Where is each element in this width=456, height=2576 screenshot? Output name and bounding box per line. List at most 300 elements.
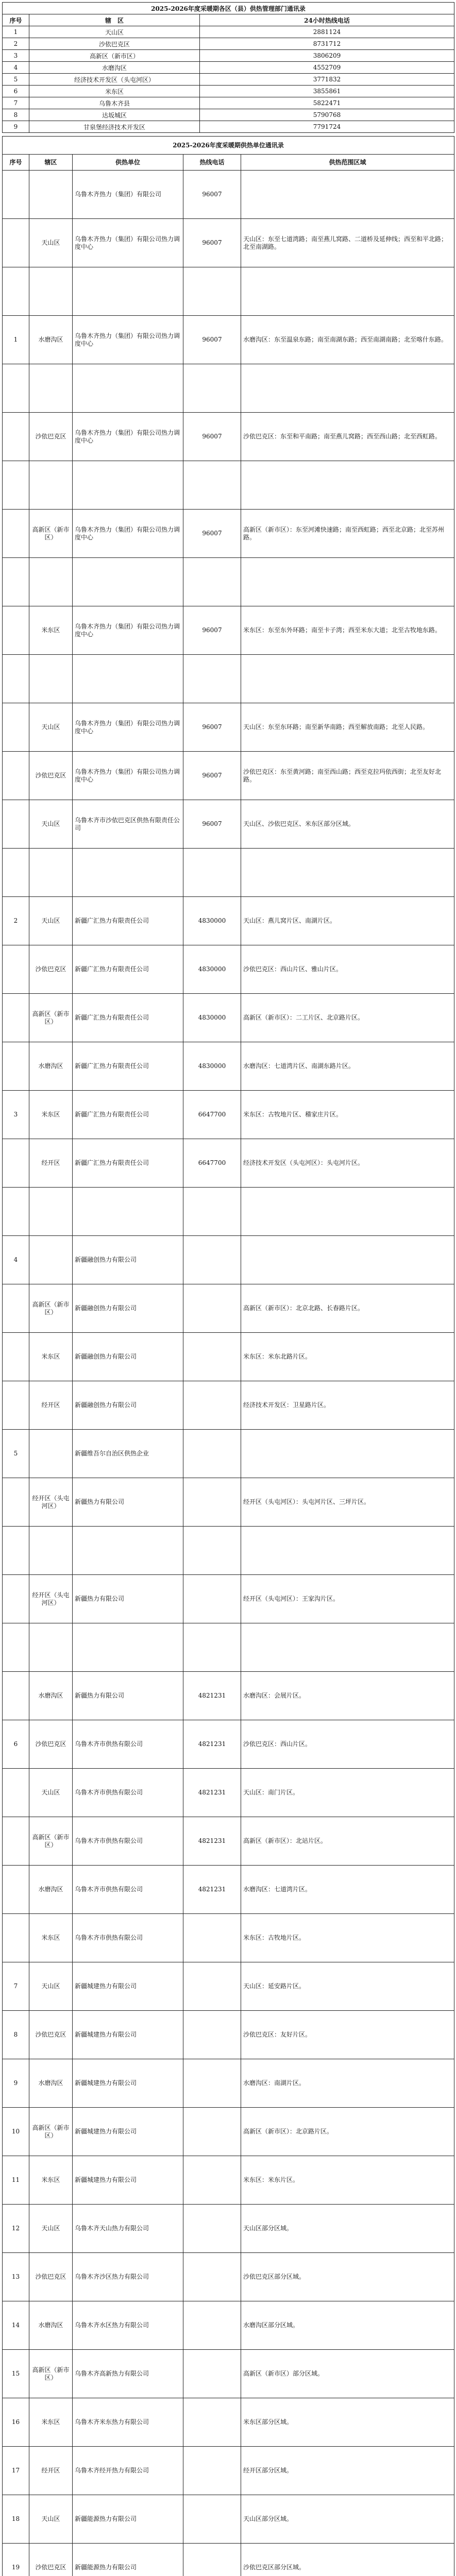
- cell-district: 水磨沟区: [29, 62, 200, 74]
- cell-area: [241, 461, 454, 510]
- cell-area: 沙依巴克区部分区域。: [241, 2253, 454, 2301]
- table-row: [3, 994, 454, 1042]
- cell-phone: 4821231: [183, 1866, 241, 1914]
- cell-unit: 乌鲁木齐高新热力有限公司: [73, 2350, 183, 2398]
- cell-no: [3, 1139, 29, 1188]
- table-row: [3, 2447, 454, 2495]
- table-row: [3, 1284, 454, 1333]
- cell-unit: 新疆维吾尔自治区供热企业: [73, 1430, 183, 1478]
- cell-district: 沙依巴克区: [29, 2544, 73, 2576]
- cell-district: 沙依巴克区: [29, 752, 73, 800]
- table-row: [3, 1672, 454, 1720]
- cell-district: 经开区: [29, 1139, 73, 1188]
- cell-phone: 96007: [183, 752, 241, 800]
- cell-area: [241, 171, 454, 219]
- table2-header-phone: 热线电话: [183, 155, 241, 171]
- cell-area: 米东区：米东北路片区。: [241, 1333, 454, 1381]
- table-row: [3, 606, 454, 655]
- table-row: [3, 2350, 454, 2398]
- table-row: [3, 62, 454, 74]
- table2-header-area: 供热范围区域: [241, 155, 454, 171]
- cell-area: 水磨沟区：东至温泉东路；南至南湖东路；西至南湖南路；北至喀什东路。: [241, 316, 454, 364]
- cell-unit: 新疆广汇热力有限责任公司: [73, 1091, 183, 1139]
- cell-unit: 新疆广汇热力有限责任公司: [73, 897, 183, 945]
- table-row: [3, 2059, 454, 2108]
- cell-district: 沙依巴克区: [29, 38, 200, 50]
- cell-unit: 新疆城建热力有限公司: [73, 2059, 183, 2108]
- cell-unit: 乌鲁木齐沙区热力有限公司: [73, 2253, 183, 2301]
- cell-unit: 乌鲁木齐市供热有限公司: [73, 1866, 183, 1914]
- cell-unit: 新疆广汇热力有限责任公司: [73, 1139, 183, 1188]
- table-district-contacts: [2, 2, 454, 133]
- table-row: [3, 74, 454, 86]
- table-row: [3, 1188, 454, 1236]
- cell-phone: [183, 2544, 241, 2576]
- cell-unit: 乌鲁木齐热力（集团）有限公司热力调度中心: [73, 752, 183, 800]
- cell-no: [3, 945, 29, 994]
- cell-district: 甘泉堡经济技术开发区: [29, 121, 200, 133]
- cell-area: [241, 1623, 454, 1672]
- cell-district: 米东区: [29, 1091, 73, 1139]
- cell-phone: 4830000: [183, 897, 241, 945]
- cell-district: 达坂城区: [29, 109, 200, 121]
- cell-district: 高新区（新市区）: [29, 510, 73, 558]
- cell-unit: [73, 1623, 183, 1672]
- table1-header-no: 序号: [3, 14, 29, 26]
- table-row: [3, 364, 454, 413]
- cell-phone: [183, 364, 241, 413]
- cell-no: 4: [3, 1236, 29, 1284]
- cell-district: 沙依巴克区: [29, 945, 73, 994]
- cell-area: 高新区（新市区）：东至河滩快速路；南至西虹路；西至北京路；北至苏州路。: [241, 510, 454, 558]
- cell-phone: 4552709: [200, 62, 454, 74]
- cell-phone: [183, 558, 241, 606]
- cell-area: 沙依巴克区：西山片区。: [241, 1720, 454, 1769]
- cell-unit: 新疆广汇热力有限责任公司: [73, 1042, 183, 1091]
- cell-district: 高新区（新市区）: [29, 994, 73, 1042]
- cell-no: 1: [3, 26, 29, 38]
- cell-district: [29, 1236, 73, 1284]
- cell-unit: 乌鲁木齐市沙依巴克区供热有限责任公司: [73, 800, 183, 849]
- cell-no: 5: [3, 74, 29, 86]
- cell-area: 沙依巴克区：友好片区。: [241, 2011, 454, 2059]
- cell-area: [241, 1430, 454, 1478]
- cell-area: 水磨沟区：七道湾片区。: [241, 1866, 454, 1914]
- cell-unit: 新疆广汇热力有限责任公司: [73, 994, 183, 1042]
- cell-unit: [73, 364, 183, 413]
- cell-area: 水磨沟区：会展片区。: [241, 1672, 454, 1720]
- cell-no: 3: [3, 1091, 29, 1139]
- table-row: [3, 1720, 454, 1769]
- cell-no: [3, 1817, 29, 1866]
- cell-phone: 4830000: [183, 1042, 241, 1091]
- cell-no: [3, 1333, 29, 1381]
- cell-unit: 新疆热力有限公司: [73, 1672, 183, 1720]
- cell-phone: [183, 267, 241, 316]
- cell-no: 5: [3, 1430, 29, 1478]
- table-row: [3, 1866, 454, 1914]
- cell-phone: [183, 1478, 241, 1527]
- table-row: [3, 121, 454, 133]
- cell-phone: [183, 655, 241, 703]
- cell-unit: 乌鲁木齐热力（集团）有限公司热力调度中心: [73, 703, 183, 752]
- cell-area: [241, 1188, 454, 1236]
- cell-area: 天山区部分区域。: [241, 2495, 454, 2544]
- table-row: [3, 461, 454, 510]
- cell-district: [29, 1188, 73, 1236]
- cell-unit: 新疆热力有限公司: [73, 1575, 183, 1623]
- cell-area: [241, 364, 454, 413]
- cell-phone: [183, 1236, 241, 1284]
- cell-district: 米东区: [29, 606, 73, 655]
- cell-no: [3, 849, 29, 897]
- cell-no: [3, 1575, 29, 1623]
- table-row: [3, 510, 454, 558]
- cell-district: 天山区: [29, 897, 73, 945]
- cell-phone: [183, 1527, 241, 1575]
- cell-phone: 4830000: [183, 994, 241, 1042]
- cell-no: [3, 703, 29, 752]
- cell-unit: 乌鲁木齐市供热有限公司: [73, 1720, 183, 1769]
- cell-district: 经开区: [29, 1381, 73, 1430]
- cell-phone: [183, 1333, 241, 1381]
- cell-district: 高新区（新市区）: [29, 1284, 73, 1333]
- table-row: [3, 2398, 454, 2447]
- cell-unit: 新疆城建热力有限公司: [73, 1962, 183, 2011]
- cell-unit: 新疆热力有限公司: [73, 1478, 183, 1527]
- cell-district: 高新区（新市区）: [29, 2108, 73, 2156]
- cell-unit: 乌鲁木齐天山热力有限公司: [73, 2205, 183, 2253]
- cell-district: 水磨沟区: [29, 2301, 73, 2350]
- cell-unit: 乌鲁木齐市供热有限公司: [73, 1914, 183, 1962]
- cell-phone: [183, 1284, 241, 1333]
- cell-district: 天山区: [29, 800, 73, 849]
- cell-phone: 2881124: [200, 26, 454, 38]
- cell-no: 18: [3, 2495, 29, 2544]
- cell-area: 米东区：古牧地片区。: [241, 1914, 454, 1962]
- cell-no: [3, 994, 29, 1042]
- cell-area: [241, 558, 454, 606]
- cell-phone: 96007: [183, 413, 241, 461]
- table-row: [3, 97, 454, 109]
- cell-unit: 新疆融创热力有限公司: [73, 1236, 183, 1284]
- cell-no: 7: [3, 1962, 29, 2011]
- cell-district: 经济技术开发区（头屯河区）: [29, 74, 200, 86]
- cell-unit: [73, 267, 183, 316]
- cell-phone: 96007: [183, 316, 241, 364]
- cell-area: 沙依巴克区部分区域。: [241, 2544, 454, 2576]
- cell-phone: 5822471: [200, 97, 454, 109]
- table-row: [3, 26, 454, 38]
- cell-unit: 新疆能源热力有限公司: [73, 2544, 183, 2576]
- table-row: [3, 1333, 454, 1381]
- cell-no: 19: [3, 2544, 29, 2576]
- table-row: [3, 1769, 454, 1817]
- table-row: [3, 1236, 454, 1284]
- table-row: [3, 1962, 454, 2011]
- cell-unit: 乌鲁木齐热力（集团）有限公司热力调度中心: [73, 219, 183, 267]
- table2-header-unit: 供热单位: [73, 155, 183, 171]
- cell-phone: [183, 1430, 241, 1478]
- table-row: [3, 800, 454, 849]
- cell-district: 水磨沟区: [29, 316, 73, 364]
- table2-header-no: 序号: [3, 155, 29, 171]
- table-row: [3, 86, 454, 97]
- cell-district: 经开区: [29, 2447, 73, 2495]
- cell-unit: 新疆城建热力有限公司: [73, 2156, 183, 2205]
- cell-no: [3, 752, 29, 800]
- cell-no: [3, 1866, 29, 1914]
- table-row: [3, 1623, 454, 1672]
- cell-unit: 新疆融创热力有限公司: [73, 1284, 183, 1333]
- cell-area: 经济技术开发区：卫星路片区。: [241, 1381, 454, 1430]
- cell-phone: 4830000: [183, 945, 241, 994]
- table-row: [3, 1478, 454, 1527]
- cell-phone: 96007: [183, 171, 241, 219]
- cell-phone: 96007: [183, 510, 241, 558]
- cell-unit: 新疆城建热力有限公司: [73, 2108, 183, 2156]
- cell-district: 天山区: [29, 2205, 73, 2253]
- cell-area: 高新区（新市区）：北京路片区。: [241, 2108, 454, 2156]
- cell-area: 经开区部分区域。: [241, 2447, 454, 2495]
- cell-district: 米东区: [29, 2156, 73, 2205]
- cell-district: [29, 1527, 73, 1575]
- cell-area: 高新区（新市区）：北站片区。: [241, 1817, 454, 1866]
- table-row: [3, 1575, 454, 1623]
- table-row: [3, 219, 454, 267]
- cell-no: 12: [3, 2205, 29, 2253]
- table-row: [3, 1914, 454, 1962]
- cell-phone: 4821231: [183, 1672, 241, 1720]
- cell-unit: 新疆融创热力有限公司: [73, 1381, 183, 1430]
- cell-area: 经开区（头屯河区）：王家沟片区。: [241, 1575, 454, 1623]
- cell-unit: [73, 1188, 183, 1236]
- cell-no: 9: [3, 121, 29, 133]
- cell-no: 11: [3, 2156, 29, 2205]
- cell-area: 天山区：南门片区。: [241, 1769, 454, 1817]
- cell-district: 水磨沟区: [29, 1866, 73, 1914]
- cell-district: [29, 267, 73, 316]
- cell-no: [3, 1769, 29, 1817]
- cell-phone: 4821231: [183, 1817, 241, 1866]
- cell-district: 天山区: [29, 26, 200, 38]
- cell-district: 沙依巴克区: [29, 413, 73, 461]
- cell-area: 天山区、沙依巴克区、米东区部分区域。: [241, 800, 454, 849]
- table-row: [3, 2301, 454, 2350]
- cell-phone: [183, 1188, 241, 1236]
- cell-no: [3, 219, 29, 267]
- cell-unit: 乌鲁木齐热力（集团）有限公司热力调度中心: [73, 413, 183, 461]
- cell-no: 8: [3, 2011, 29, 2059]
- cell-area: 沙依巴克区：西山片区、雅山片区。: [241, 945, 454, 994]
- cell-phone: [183, 1575, 241, 1623]
- document-page: [2, 2, 454, 2576]
- table1-header-phone: 24小时热线电话: [200, 14, 454, 26]
- cell-phone: [183, 2495, 241, 2544]
- cell-no: 13: [3, 2253, 29, 2301]
- table-row: [3, 1091, 454, 1139]
- cell-district: 水磨沟区: [29, 1672, 73, 1720]
- table-row: [3, 655, 454, 703]
- cell-district: 米东区: [29, 86, 200, 97]
- cell-district: 沙依巴克区: [29, 2253, 73, 2301]
- cell-unit: [73, 655, 183, 703]
- cell-district: 米东区: [29, 1333, 73, 1381]
- cell-area: 米东区：古牧地片区、稽家庄片区。: [241, 1091, 454, 1139]
- cell-phone: 5790768: [200, 109, 454, 121]
- cell-district: 高新区（新市区）: [29, 2350, 73, 2398]
- table-row: [3, 1430, 454, 1478]
- cell-unit: [73, 461, 183, 510]
- cell-area: 水磨沟区部分区域。: [241, 2301, 454, 2350]
- cell-unit: 乌鲁木齐市供热有限公司: [73, 1817, 183, 1866]
- cell-no: [3, 1623, 29, 1672]
- table-row: [3, 1139, 454, 1188]
- cell-unit: 乌鲁木齐热力（集团）有限公司热力调度中心: [73, 316, 183, 364]
- cell-no: [3, 1188, 29, 1236]
- cell-district: [29, 461, 73, 510]
- table-row: [3, 945, 454, 994]
- cell-area: 天山区部分区域。: [241, 2205, 454, 2253]
- cell-phone: [183, 1381, 241, 1430]
- table-row: [3, 2011, 454, 2059]
- cell-no: 9: [3, 2059, 29, 2108]
- cell-district: 沙依巴克区: [29, 1720, 73, 1769]
- cell-phone: [183, 2398, 241, 2447]
- cell-phone: [183, 2108, 241, 2156]
- cell-no: [3, 413, 29, 461]
- cell-no: [3, 364, 29, 413]
- cell-phone: [183, 461, 241, 510]
- cell-area: [241, 849, 454, 897]
- cell-area: 经开区（头屯河区）：头屯河片区、三坪片区。: [241, 1478, 454, 1527]
- cell-unit: [73, 558, 183, 606]
- table-row: [3, 752, 454, 800]
- cell-unit: 乌鲁木齐水区热力有限公司: [73, 2301, 183, 2350]
- cell-phone: [183, 2253, 241, 2301]
- cell-no: [3, 1672, 29, 1720]
- table-row: [3, 38, 454, 50]
- cell-phone: 3806209: [200, 50, 454, 62]
- table-row: [3, 897, 454, 945]
- cell-district: 沙依巴克区: [29, 2011, 73, 2059]
- table-row: [3, 849, 454, 897]
- cell-phone: [183, 1962, 241, 2011]
- cell-no: 1: [3, 316, 29, 364]
- table-row: [3, 1042, 454, 1091]
- cell-district: [29, 364, 73, 413]
- cell-no: [3, 800, 29, 849]
- cell-district: 乌鲁木齐县: [29, 97, 200, 109]
- cell-district: 高新区（新市区）: [29, 50, 200, 62]
- cell-phone: 7791724: [200, 121, 454, 133]
- table-row: [3, 558, 454, 606]
- cell-district: [29, 1430, 73, 1478]
- cell-area: [241, 267, 454, 316]
- cell-phone: 96007: [183, 703, 241, 752]
- cell-area: [241, 655, 454, 703]
- cell-area: 天山区：东至七道湾路；南至燕儿窝路、二道桥及延伸线；西至和平北路；北至南湖路。: [241, 219, 454, 267]
- table-row: [3, 2205, 454, 2253]
- cell-no: 8: [3, 109, 29, 121]
- cell-phone: [183, 1914, 241, 1962]
- cell-district: 水磨沟区: [29, 1042, 73, 1091]
- cell-phone: [183, 2011, 241, 2059]
- cell-area: 高新区（新市区）部分区域。: [241, 2350, 454, 2398]
- table1-header-district: 辖 区: [29, 14, 200, 26]
- cell-area: 水磨沟区：七道湾片区、南湖东路片区。: [241, 1042, 454, 1091]
- cell-unit: 新疆能源热力有限公司: [73, 2495, 183, 2544]
- cell-no: [3, 558, 29, 606]
- cell-no: 16: [3, 2398, 29, 2447]
- cell-no: [3, 1527, 29, 1575]
- cell-area: 水磨沟区：南湖片区。: [241, 2059, 454, 2108]
- cell-area: 天山区：东至东环路；南至新华南路；西至解放南路；北至人民路。: [241, 703, 454, 752]
- cell-district: 天山区: [29, 219, 73, 267]
- table-row: [3, 413, 454, 461]
- cell-no: 2: [3, 897, 29, 945]
- cell-no: 3: [3, 50, 29, 62]
- table2-title: 2025-2026年度采暖期供热单位通讯录: [3, 137, 454, 155]
- cell-no: 17: [3, 2447, 29, 2495]
- cell-phone: [183, 2059, 241, 2108]
- cell-district: [29, 1623, 73, 1672]
- cell-phone: 96007: [183, 800, 241, 849]
- cell-phone: 4821231: [183, 1769, 241, 1817]
- table-row: [3, 1381, 454, 1430]
- cell-area: 经济技术开发区（头屯河区）：头屯河片区。: [241, 1139, 454, 1188]
- cell-phone: 3771832: [200, 74, 454, 86]
- cell-area: 天山区：燕儿窝片区、南湖片区。: [241, 897, 454, 945]
- cell-unit: 新疆城建热力有限公司: [73, 2011, 183, 2059]
- cell-district: 天山区: [29, 1962, 73, 2011]
- cell-area: 沙依巴克区：东至黄河路；南至西山路；西至克拉玛依西街；北至友好北路。: [241, 752, 454, 800]
- table-row: [3, 109, 454, 121]
- cell-area: 高新区（新市区）：北京北路、长春路片区。: [241, 1284, 454, 1333]
- cell-district: [29, 849, 73, 897]
- cell-no: 15: [3, 2350, 29, 2398]
- cell-district: 天山区: [29, 2495, 73, 2544]
- cell-no: 2: [3, 38, 29, 50]
- cell-phone: [183, 1623, 241, 1672]
- cell-phone: 4821231: [183, 1720, 241, 1769]
- cell-district: 经开区（头屯河区）: [29, 1478, 73, 1527]
- table-heating-units: [2, 136, 454, 2576]
- cell-area: 米东区部分区域。: [241, 2398, 454, 2447]
- cell-phone: [183, 849, 241, 897]
- cell-area: [241, 1527, 454, 1575]
- table-row: [3, 171, 454, 219]
- cell-no: [3, 510, 29, 558]
- cell-no: 14: [3, 2301, 29, 2350]
- cell-district: 米东区: [29, 2398, 73, 2447]
- table-row: [3, 1527, 454, 1575]
- cell-district: 天山区: [29, 703, 73, 752]
- table-row: [3, 50, 454, 62]
- cell-district: [29, 171, 73, 219]
- cell-district: 天山区: [29, 1769, 73, 1817]
- cell-phone: [183, 2156, 241, 2205]
- table1-title: 2025-2026年度采暖期各区（县）供热管理部门通讯录: [3, 3, 454, 14]
- cell-unit: [73, 1527, 183, 1575]
- cell-phone: 6647700: [183, 1091, 241, 1139]
- table-row: [3, 2495, 454, 2544]
- cell-no: 6: [3, 1720, 29, 1769]
- table-row: [3, 316, 454, 364]
- cell-phone: [183, 2350, 241, 2398]
- cell-no: [3, 171, 29, 219]
- cell-unit: [73, 849, 183, 897]
